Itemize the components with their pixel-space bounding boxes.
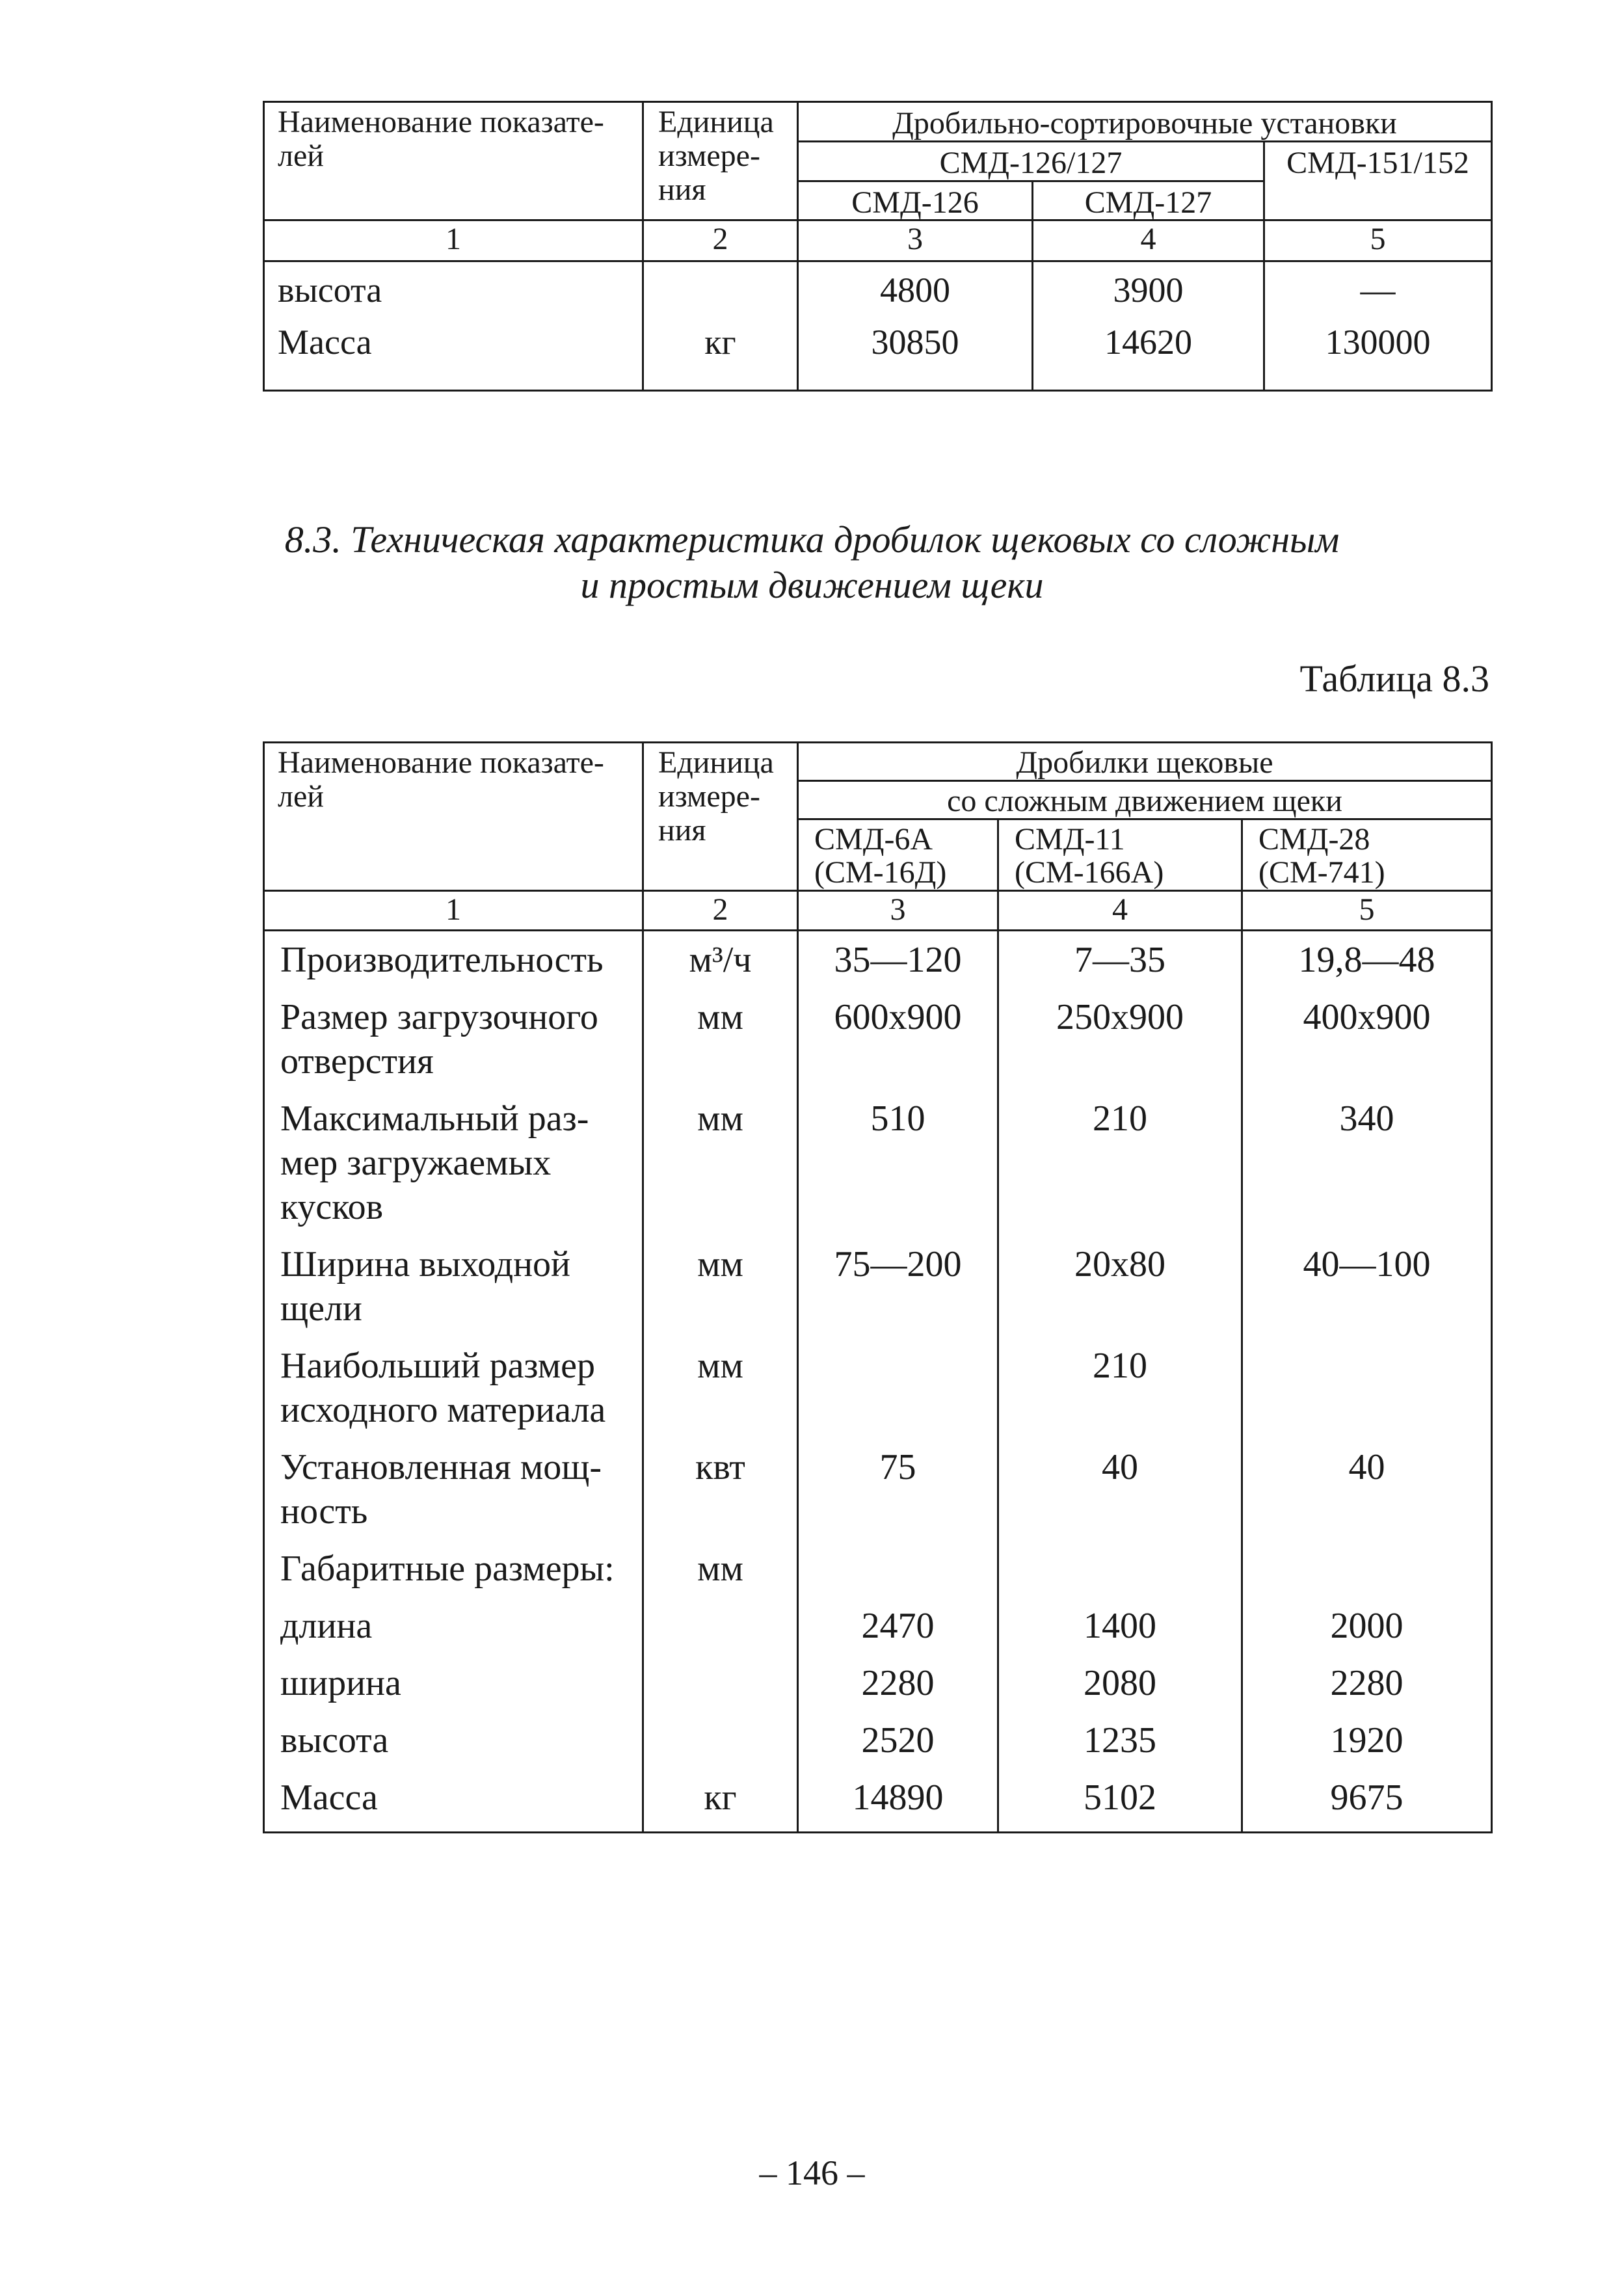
cell-value: 20х80 xyxy=(998,1236,1242,1337)
row-unit: кг xyxy=(643,1769,798,1833)
row-label: Ширина выходной щели xyxy=(264,1236,643,1337)
cell-value: 2080 xyxy=(998,1655,1242,1712)
cell-value: 3900 xyxy=(1033,261,1264,324)
table-row xyxy=(264,1655,1492,1712)
row-label: ширина xyxy=(264,1655,643,1712)
col-number: 5 xyxy=(1242,891,1492,931)
row-unit xyxy=(643,1712,798,1769)
col-number: 3 xyxy=(798,891,998,931)
table-label: Таблица 8.3 xyxy=(1299,658,1489,700)
row-unit xyxy=(643,1597,798,1655)
cell-value: 1235 xyxy=(998,1712,1242,1769)
col-number: 3 xyxy=(798,220,1033,261)
cell-value: 400х900 xyxy=(1242,989,1492,1090)
table-row xyxy=(264,261,1492,324)
cell-value xyxy=(798,1540,998,1597)
header-group: Дробилки щековые xyxy=(798,743,1492,781)
row-label: высота xyxy=(264,1712,643,1769)
header-col4: СМД-11 (СМ-166А) xyxy=(998,819,1242,891)
header-indicator-name: Наименование показате- лей xyxy=(264,102,643,220)
cell-value: 2520 xyxy=(798,1712,998,1769)
cell-value: 4800 xyxy=(798,261,1033,324)
cell-value: 600х900 xyxy=(798,989,998,1090)
col-number: 5 xyxy=(1264,220,1492,261)
table-installations-continued xyxy=(263,101,1493,392)
cell-value: 35—120 xyxy=(798,931,998,989)
cell-value: 5102 xyxy=(998,1769,1242,1833)
cell-value xyxy=(998,1540,1242,1597)
row-unit: мм xyxy=(643,1236,798,1337)
row-label: Максимальный раз- мер загружаемых кусков xyxy=(264,1090,643,1236)
table-row xyxy=(264,1439,1492,1540)
header-col3: СМД-126 xyxy=(798,181,1033,220)
header-col5: СМД-28 (СМ-741) xyxy=(1242,819,1492,891)
cell-value: 9675 xyxy=(1242,1769,1492,1833)
row-unit: м³/ч xyxy=(643,931,798,989)
header-col5: СМД-151/152 xyxy=(1264,141,1492,220)
cell-value: 1400 xyxy=(998,1597,1242,1655)
row-unit: квт xyxy=(643,1439,798,1540)
col-number: 1 xyxy=(264,891,643,931)
header-indicator-name: Наименование показате- лей xyxy=(264,743,643,891)
header-unit: Единица измере- ния xyxy=(643,102,798,220)
cell-value: 2280 xyxy=(1242,1655,1492,1712)
cell-value: 130000 xyxy=(1264,323,1492,391)
row-label: высота xyxy=(264,261,643,324)
row-label: Масса xyxy=(264,323,643,391)
table-row xyxy=(264,989,1492,1090)
page-number: – 146 – xyxy=(759,2153,865,2192)
cell-value: 30850 xyxy=(798,323,1033,391)
cell-value: 2280 xyxy=(798,1655,998,1712)
table-row xyxy=(264,1090,1492,1236)
col-number: 2 xyxy=(643,891,798,931)
cell-value: 1920 xyxy=(1242,1712,1492,1769)
cell-value: 7—35 xyxy=(998,931,1242,989)
cell-value: 210 xyxy=(998,1090,1242,1236)
cell-value: 75—200 xyxy=(798,1236,998,1337)
row-unit: мм xyxy=(643,1540,798,1597)
table-row xyxy=(264,1236,1492,1337)
table-row xyxy=(264,1540,1492,1597)
col-number: 2 xyxy=(643,220,798,261)
cell-value: 14890 xyxy=(798,1769,998,1833)
table-row xyxy=(264,1337,1492,1439)
cell-value: 2470 xyxy=(798,1597,998,1655)
cell-value: — xyxy=(1264,261,1492,324)
cell-value: 75 xyxy=(798,1439,998,1540)
row-label: Масса xyxy=(264,1769,643,1833)
header-group: Дробильно-сортировочные установки xyxy=(798,102,1492,142)
row-unit: мм xyxy=(643,1090,798,1236)
table-row xyxy=(264,323,1492,391)
cell-value xyxy=(1242,1540,1492,1597)
cell-value xyxy=(798,1337,998,1439)
cell-value: 250х900 xyxy=(998,989,1242,1090)
col-number: 4 xyxy=(998,891,1242,931)
row-unit: мм xyxy=(643,989,798,1090)
cell-value: 2000 xyxy=(1242,1597,1492,1655)
cell-value: 14620 xyxy=(1033,323,1264,391)
header-subgroup: СМД-126/127 xyxy=(798,141,1264,181)
cell-value: 19,8—48 xyxy=(1242,931,1492,989)
row-label: Производительность xyxy=(264,931,643,989)
row-unit xyxy=(643,261,798,324)
header-col3: СМД-6А (СМ-16Д) xyxy=(798,819,998,891)
header-col4: СМД-127 xyxy=(1033,181,1264,220)
table-row xyxy=(264,1769,1492,1833)
row-unit: мм xyxy=(643,1337,798,1439)
cell-value: 210 xyxy=(998,1337,1242,1439)
row-unit xyxy=(643,1655,798,1712)
cell-value: 40 xyxy=(1242,1439,1492,1540)
header-subgroup: со сложным движением щеки xyxy=(798,780,1492,819)
table-row xyxy=(264,1712,1492,1769)
table-jaw-crushers xyxy=(263,741,1493,1833)
row-label: длина xyxy=(264,1597,643,1655)
cell-value: 40—100 xyxy=(1242,1236,1492,1337)
col-number: 4 xyxy=(1033,220,1264,261)
cell-value: 40 xyxy=(998,1439,1242,1540)
table-row xyxy=(264,931,1492,989)
table-row xyxy=(264,1597,1492,1655)
row-label: Установленная мощ- ность xyxy=(264,1439,643,1540)
section-title: 8.3. Техническая характеристика дробилок щековых со сложным и простым движением щеки xyxy=(284,518,1340,606)
cell-value: 510 xyxy=(798,1090,998,1236)
header-unit: Единица измере- ния xyxy=(643,743,798,891)
row-label: Наибольший размер исходного материала xyxy=(264,1337,643,1439)
cell-value: 340 xyxy=(1242,1090,1492,1236)
col-number: 1 xyxy=(264,220,643,261)
cell-value xyxy=(1242,1337,1492,1439)
row-label: Габаритные размеры: xyxy=(264,1540,643,1597)
row-unit: кг xyxy=(643,323,798,391)
row-label: Размер загрузочного отверстия xyxy=(264,989,643,1090)
